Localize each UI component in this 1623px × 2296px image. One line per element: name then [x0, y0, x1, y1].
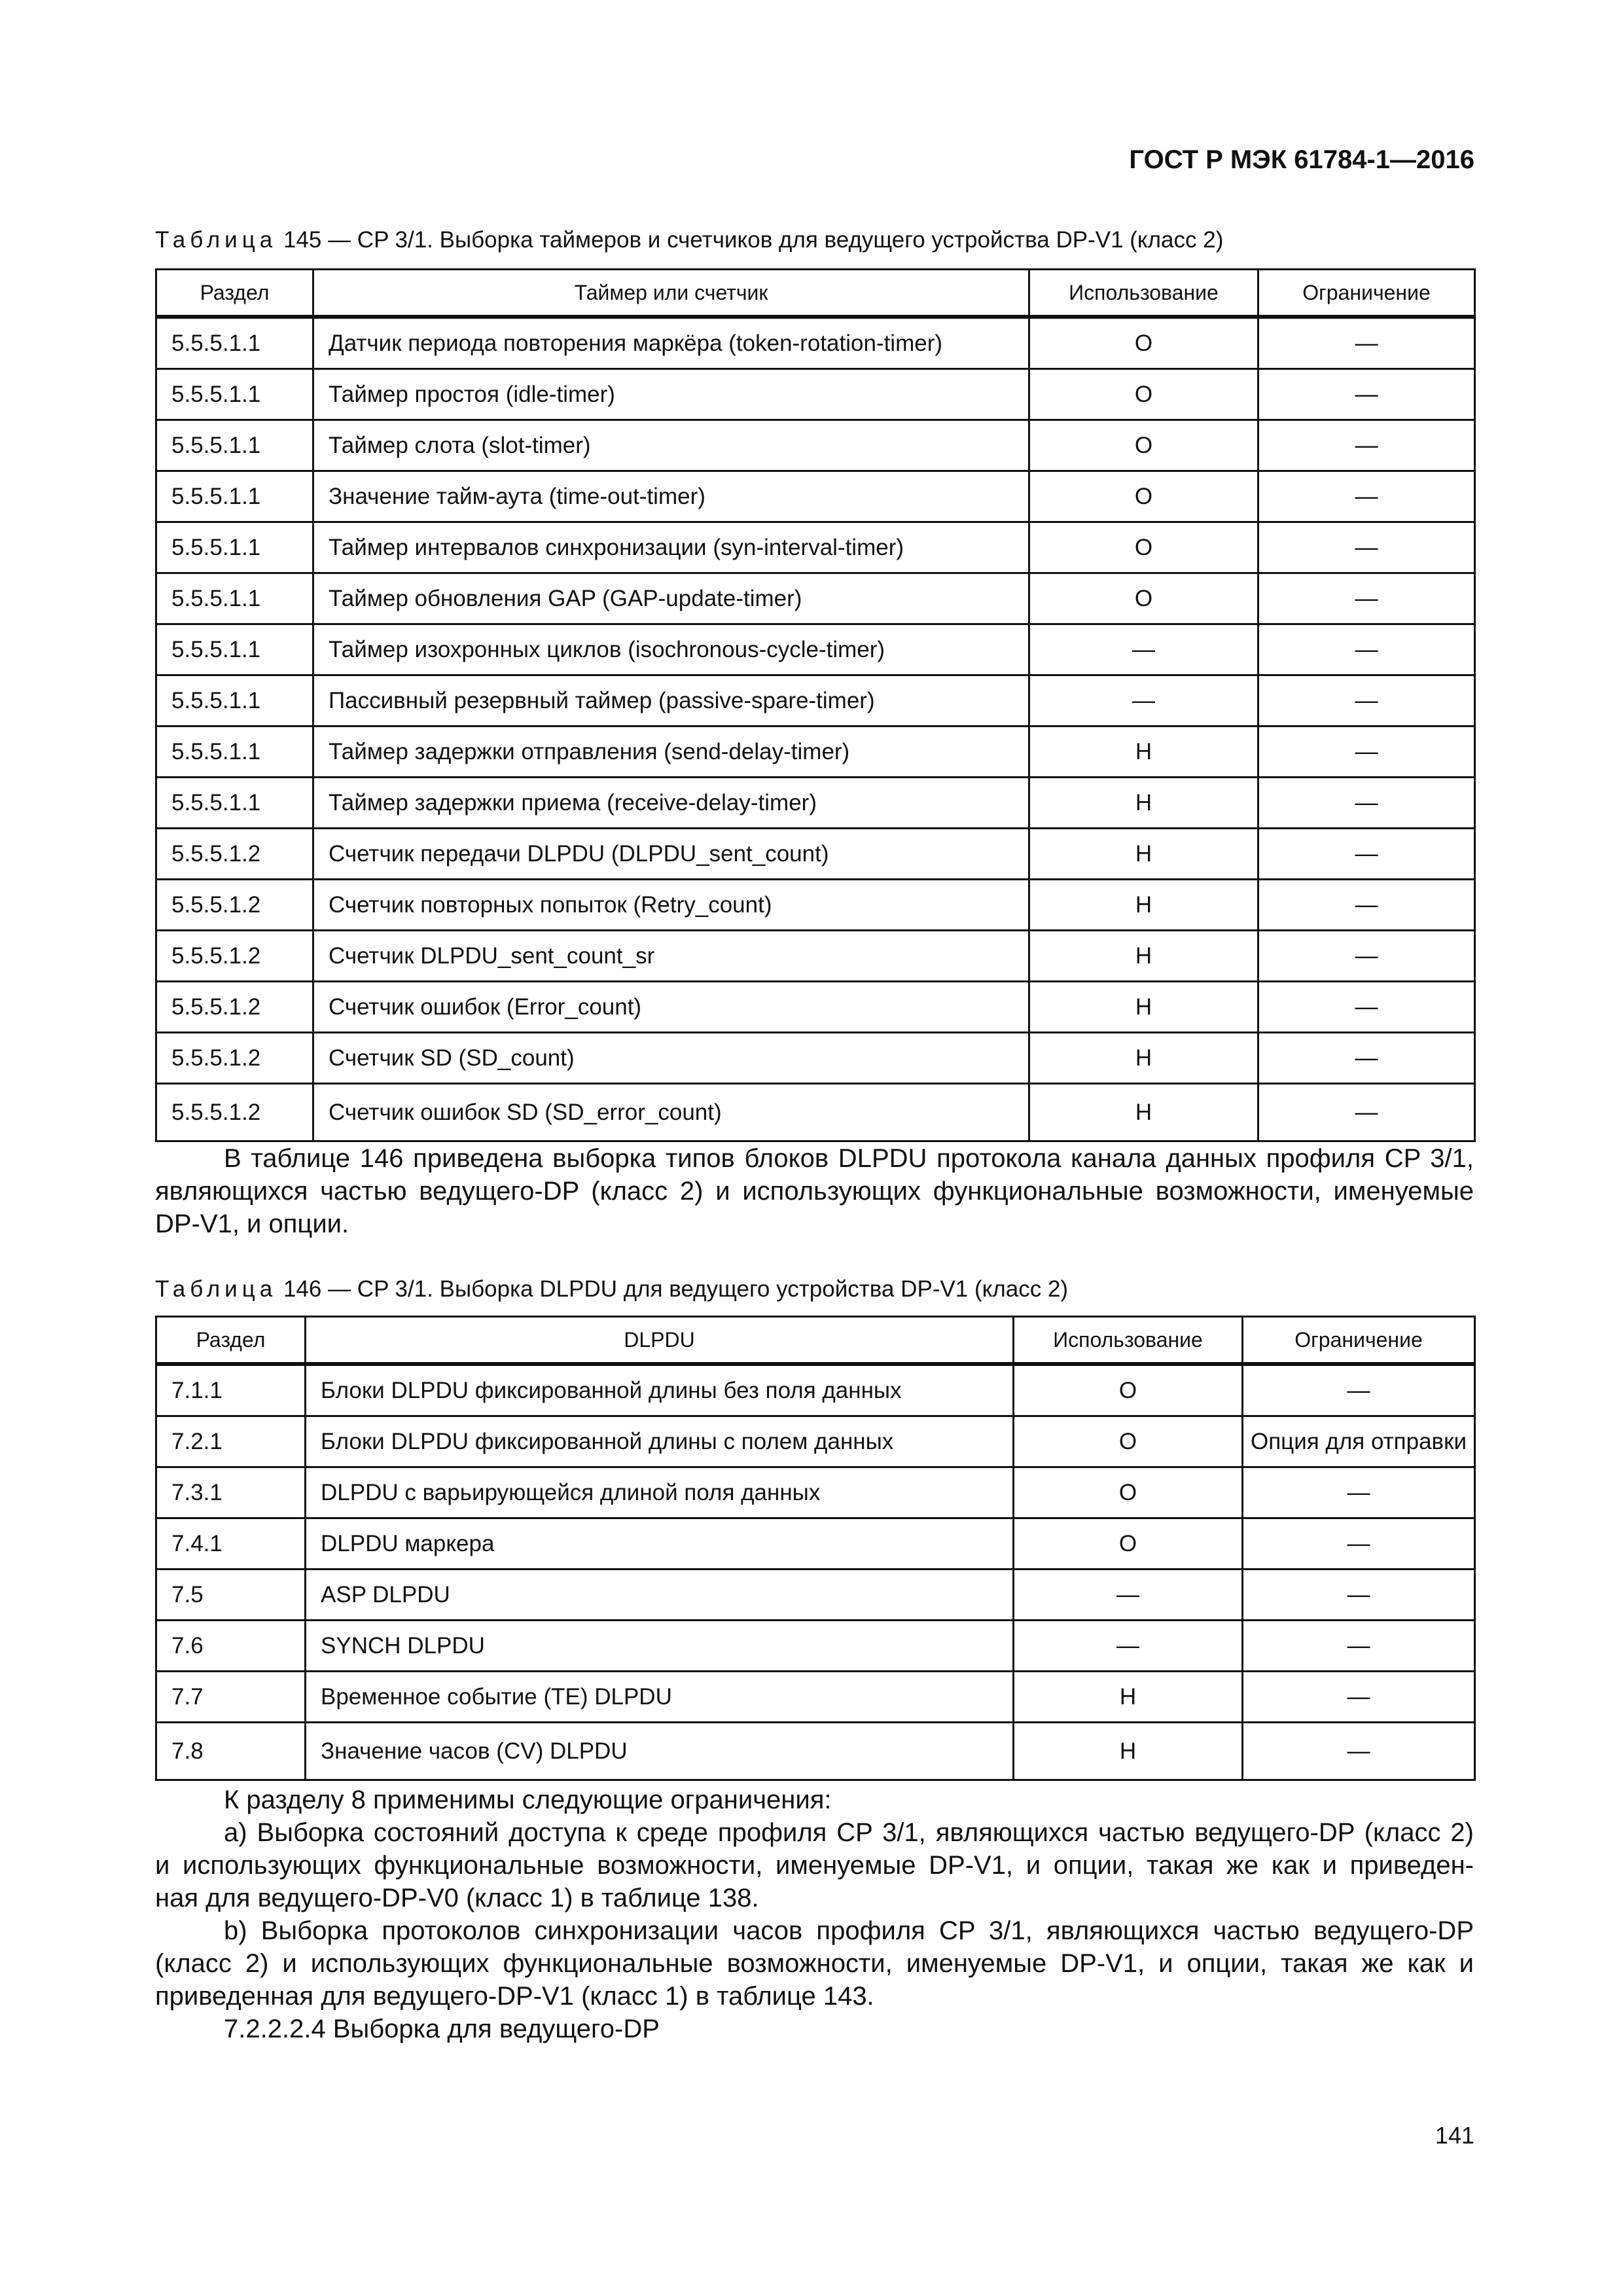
cell-name: Таймер обновления GAP (GAP-update-timer) — [313, 573, 1029, 624]
cell-usage: H — [1029, 880, 1258, 931]
table-145 — [155, 268, 1476, 1142]
cell-section: 5.5.5.1.1 — [156, 420, 313, 471]
cell-restriction: — — [1258, 471, 1475, 522]
table-row — [156, 1467, 1475, 1518]
cell-usage: H — [1029, 1084, 1258, 1141]
cell-usage: O — [1029, 573, 1258, 624]
column-header-restriction: Ограничение — [1243, 1317, 1475, 1365]
cell-name: Временное событие (TE) DLPDU — [306, 1672, 1014, 1723]
table-145-caption — [155, 227, 1223, 253]
cell-name: Пассивный резервный таймер (passive-spare-timer) — [313, 675, 1029, 726]
cell-name: Датчик периода повторения маркёра (token-rotation-timer) — [313, 317, 1029, 369]
cell-restriction: — — [1258, 726, 1475, 778]
paragraph-line: 7.2.2.2.4 Выборка для ведущего-DP — [224, 2015, 660, 2043]
table-row — [156, 369, 1475, 420]
cell-name: Счетчик ошибок (Error_count) — [313, 982, 1029, 1033]
cell-name: SYNCH DLPDU — [306, 1621, 1014, 1672]
table-row — [156, 726, 1475, 778]
paragraph-line: b) Выборка протоколов синхронизации часов профиля CP 3/1, являющихся частью ведущего-DP — [224, 1916, 1474, 1945]
cell-restriction: Опция для отправки — [1243, 1416, 1475, 1467]
table-row — [156, 420, 1475, 471]
cell-usage: H — [1029, 982, 1258, 1033]
cell-section: 7.6 — [156, 1621, 306, 1672]
cell-section: 5.5.5.1.1 — [156, 573, 313, 624]
cell-name: Таймер изохронных циклов (isochronous-cycle-timer) — [313, 624, 1029, 675]
cell-name: Счетчик DLPDU_sent_count_sr — [313, 931, 1029, 982]
table-row — [156, 931, 1475, 982]
cell-name: Счетчик SD (SD_count) — [313, 1033, 1029, 1084]
table-145-caption-text: 145 — CP 3/1. Выборка таймеров и счетчиков для ведущего устройства DP-V1 (класс 2) — [277, 227, 1224, 253]
cell-section: 5.5.5.1.1 — [156, 522, 313, 573]
cell-usage: O — [1014, 1518, 1243, 1570]
cell-restriction: — — [1243, 1621, 1475, 1672]
cell-section: 5.5.5.1.2 — [156, 982, 313, 1033]
cell-restriction: — — [1258, 317, 1475, 369]
table-145-body — [156, 317, 1475, 1141]
table-row — [156, 1723, 1475, 1780]
paragraph-section-8-restrictions — [155, 1784, 1474, 2045]
table-146-caption — [155, 1276, 1068, 1302]
cell-section: 5.5.5.1.1 — [156, 778, 313, 829]
table-row — [156, 573, 1475, 624]
cell-section: 5.5.5.1.1 — [156, 675, 313, 726]
table-row — [156, 1672, 1475, 1723]
table-146-body — [156, 1364, 1475, 1780]
cell-restriction: — — [1258, 675, 1475, 726]
cell-restriction: — — [1258, 778, 1475, 829]
column-header-restriction: Ограничение — [1258, 270, 1475, 317]
cell-restriction: — — [1243, 1723, 1475, 1780]
cell-restriction: — — [1243, 1672, 1475, 1723]
cell-section: 5.5.5.1.1 — [156, 317, 313, 369]
table-row — [156, 982, 1475, 1033]
cell-usage: — — [1029, 624, 1258, 675]
cell-usage: O — [1029, 522, 1258, 573]
cell-section: 5.5.5.1.2 — [156, 931, 313, 982]
cell-section: 7.1.1 — [156, 1364, 306, 1416]
paragraph-line: DP-V1, и опции. — [155, 1210, 349, 1238]
cell-name: Счетчик передачи DLPDU (DLPDU_sent_count) — [313, 829, 1029, 880]
table-row — [156, 829, 1475, 880]
cell-usage: O — [1029, 317, 1258, 369]
cell-restriction: — — [1258, 982, 1475, 1033]
table-row — [156, 1364, 1475, 1416]
cell-section: 7.7 — [156, 1672, 306, 1723]
cell-name: Таймер интервалов синхронизации (syn-interval-timer) — [313, 522, 1029, 573]
cell-restriction: — — [1243, 1364, 1475, 1416]
column-header-dlpdu: DLPDU — [306, 1317, 1014, 1365]
cell-usage: O — [1014, 1467, 1243, 1518]
paragraph-line: К разделу 8 применимы следующие ограничения: — [224, 1785, 832, 1814]
cell-name: Таймер простоя (idle-timer) — [313, 369, 1029, 420]
table-row — [156, 778, 1475, 829]
column-header-usage: Использование — [1029, 270, 1258, 317]
cell-name: Таймер слота (slot-timer) — [313, 420, 1029, 471]
paragraph-line: ная для ведущего-DP-V0 (класс 1) в таблице 138. — [155, 1884, 759, 1912]
cell-restriction: — — [1258, 522, 1475, 573]
paragraph-table-146-intro — [155, 1142, 1474, 1240]
cell-section: 7.2.1 — [156, 1416, 306, 1467]
table-row — [156, 1033, 1475, 1084]
cell-name: Блоки DLPDU фиксированной длины без поля данных — [306, 1364, 1014, 1416]
cell-section: 5.5.5.1.2 — [156, 880, 313, 931]
cell-restriction: — — [1258, 931, 1475, 982]
cell-section: 7.4.1 — [156, 1518, 306, 1570]
table-146-caption-text: 146 — CP 3/1. Выборка DLPDU для ведущего устройства DP-V1 (класс 2) — [277, 1276, 1069, 1302]
table-row — [156, 471, 1475, 522]
cell-usage: H — [1029, 778, 1258, 829]
table-row — [156, 880, 1475, 931]
table-146-caption-label: Таблица — [155, 1276, 277, 1302]
cell-section: 5.5.5.1.2 — [156, 829, 313, 880]
paragraph-line: приведенная для ведущего-DP-V1 (класс 1) в таблице 143. — [155, 1982, 874, 2011]
cell-section: 7.5 — [156, 1570, 306, 1621]
cell-restriction: — — [1243, 1467, 1475, 1518]
cell-usage: H — [1014, 1723, 1243, 1780]
cell-usage: O — [1029, 471, 1258, 522]
cell-section: 5.5.5.1.2 — [156, 1084, 313, 1141]
table-146 — [155, 1316, 1476, 1781]
cell-name: Блоки DLPDU фиксированной длины с полем данных — [306, 1416, 1014, 1467]
table-row — [156, 1518, 1475, 1570]
table-row — [156, 317, 1475, 369]
table-row — [156, 1621, 1475, 1672]
table-row — [156, 1570, 1475, 1621]
table-row — [156, 624, 1475, 675]
paragraph-line: (класс 2) и использующих функциональные возможности, именуемые DP-V1, и опции, такая же как и — [155, 1949, 1474, 1978]
cell-section: 7.8 — [156, 1723, 306, 1780]
column-header-section: Раздел — [156, 1317, 306, 1365]
cell-usage: O — [1014, 1364, 1243, 1416]
table-row — [156, 522, 1475, 573]
cell-restriction: — — [1258, 1084, 1475, 1141]
cell-section: 5.5.5.1.2 — [156, 1033, 313, 1084]
cell-name: Счетчик ошибок SD (SD_error_count) — [313, 1084, 1029, 1141]
column-header-usage: Использование — [1014, 1317, 1243, 1365]
cell-name: Счетчик повторных попыток (Retry_count) — [313, 880, 1029, 931]
cell-name: Таймер задержки приема (receive-delay-timer) — [313, 778, 1029, 829]
cell-name: Таймер задержки отправления (send-delay-timer) — [313, 726, 1029, 778]
table-row — [156, 675, 1475, 726]
paragraph-line: и использующих функциональные возможности, именуемые DP-V1, и опции, такая же как и приведен- — [155, 1851, 1474, 1880]
cell-usage: O — [1014, 1416, 1243, 1467]
cell-restriction: — — [1258, 624, 1475, 675]
cell-usage: — — [1029, 675, 1258, 726]
standard-designation: ГОСТ Р МЭК 61784-1—2016 — [1129, 145, 1474, 174]
paragraph-line: являющихся частью ведущего-DP (класс 2) и использующих функциональные возможности, именуемые — [155, 1177, 1474, 1206]
cell-restriction: — — [1258, 573, 1475, 624]
cell-section: 5.5.5.1.1 — [156, 726, 313, 778]
cell-usage: O — [1029, 420, 1258, 471]
cell-usage: O — [1029, 369, 1258, 420]
cell-section: 5.5.5.1.1 — [156, 624, 313, 675]
cell-usage: H — [1029, 1033, 1258, 1084]
cell-usage: — — [1014, 1570, 1243, 1621]
column-header-timer-or-counter: Таймер или счетчик — [313, 270, 1029, 317]
cell-restriction: — — [1243, 1518, 1475, 1570]
cell-usage: H — [1029, 931, 1258, 982]
table-row — [156, 1084, 1475, 1141]
cell-restriction: — — [1258, 369, 1475, 420]
cell-restriction: — — [1243, 1570, 1475, 1621]
cell-section: 5.5.5.1.1 — [156, 471, 313, 522]
column-header-section: Раздел — [156, 270, 313, 317]
paragraph-line: В таблице 146 приведена выборка типов блоков DLPDU протокола канала данных профиля CP 3/1, — [224, 1144, 1474, 1173]
cell-usage: H — [1029, 726, 1258, 778]
cell-restriction: — — [1258, 1033, 1475, 1084]
cell-name: DLPDU маркера — [306, 1518, 1014, 1570]
cell-usage: — — [1014, 1621, 1243, 1672]
cell-name: ASP DLPDU — [306, 1570, 1014, 1621]
cell-section: 5.5.5.1.1 — [156, 369, 313, 420]
cell-restriction: — — [1258, 829, 1475, 880]
cell-usage: H — [1029, 829, 1258, 880]
cell-section: 7.3.1 — [156, 1467, 306, 1518]
cell-name: DLPDU с варьирующейся длиной поля данных — [306, 1467, 1014, 1518]
paragraph-line: а) Выборка состояний доступа к среде профиля CP 3/1, являющихся частью ведущего-DP (класс 2) — [224, 1818, 1474, 1847]
table-145-caption-label: Таблица — [155, 227, 277, 253]
table-row — [156, 1416, 1475, 1467]
page-number: 141 — [1435, 2122, 1474, 2149]
cell-restriction: — — [1258, 420, 1475, 471]
cell-usage: H — [1014, 1672, 1243, 1723]
cell-name: Значение часов (CV) DLPDU — [306, 1723, 1014, 1780]
cell-name: Значение тайм-аута (time-out-timer) — [313, 471, 1029, 522]
cell-restriction: — — [1258, 880, 1475, 931]
